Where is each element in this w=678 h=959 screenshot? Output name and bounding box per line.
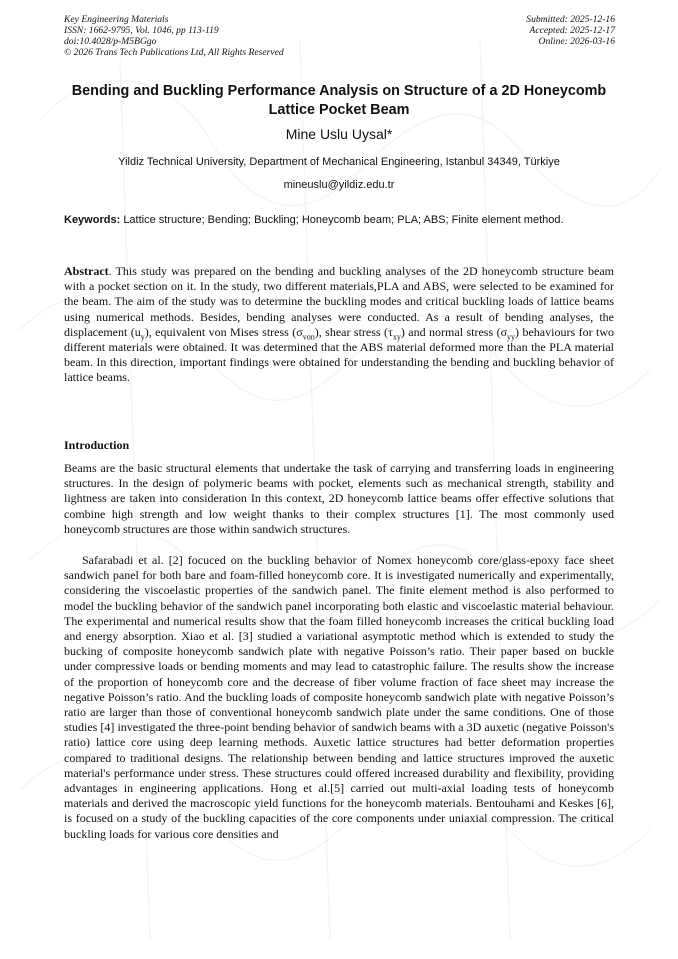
abstract-block: [64, 264, 614, 386]
paper-title: Bending and Buckling Performance Analysis on Structure of a 2D Honeycomb Lattice Pocket Beam: [71, 83, 607, 118]
abstract-text-2: ), equivalent von Mises stress (σ: [144, 324, 303, 339]
issn-line: ISSN: 1662-9795, Vol. 1046, pp 113-119: [64, 25, 219, 36]
online-date: Online: 2026-03-16: [538, 36, 615, 47]
journal-header-left: [64, 14, 284, 58]
introduction-paragraph-2: Safarabadi et al. [2] focuced on the buckling behavior of Nomex honeycomb core/glass-epoxy face sheet sandwich panel for both bare and foam-filled honeycomb core. It is investigated numerically and experimentally, considering the viscoelastic properties of the sandwich panel. The finite element method is also performed to model the buckling behavior of the sandwich panel incorporating both elastic and viscoelastic material behaviour. The experimental and numerical results show that the foam filled honeycomb increases the critical buckling load and energy absorption. Xiao et al. [3] studied a variational asymptotic method which is extended to study the bucking of composite honeycomb sandwich plate with negative Poisson’s ratio. Their paper based on buckle under compressive loads or bending moments and may lead to catastrophic failure. The results show the increase of the proportion of honeycomb core and the decrease of fiber volume fraction of face sheet may increase the negative Poisson’s ratio. And the buckling loads of composite honeycomb sandwich plate with negative Poisson’s ratio are larger than those of conventional honeycomb sandwich plate under the same conditions. One of those studies [4] investigated the three-point bending behavior of sandwich beams with a 3D auxetic (negative Poisson's ratio) lattice core using deep learning methods. Auxetic lattice structures had better deformation properties compared to traditional designs. The relationship between bending and lattice structures improved the auxetic material's performance under stress. These structures could offered increased durability and flexibility, providing advantages in engineering applications. Hong et al.[5] carried out multi-axial loading tests of honeycomb materials and derived the macroscopic yield functions for the honeycomb materials. Bentouhami and Keskes [6], is focused on a study of the buckling capacities of the core components under uniaxial compression. The critical buckling loads for various core densities and: [64, 553, 614, 841]
keywords-text: Lattice structure; Bending; Buckling; Honeycomb beam; PLA; ABS; Finite element method.: [123, 214, 564, 226]
author-name: Mine Uslu Uysal*: [285, 126, 393, 142]
introduction-paragraph-1: Beams are the basic structural elements that undertake the task of carrying and transferring loads in engineering structures. In the design of polymeric beams with pocket, elements such as mechanical strength, stability and lightness are taken into consideration In this context, 2D honeycomb lattice beams offer effective solutions that combine high strength and low weight thanks to their complex structures [1]. The most commonly used honeycomb structures are those within sandwich structures.: [64, 461, 614, 536]
accepted-date: Accepted: 2025-12-17: [529, 25, 615, 36]
copyright-line: © 2026 Trans Tech Publications Ltd, All Rights Reserved: [64, 47, 284, 58]
keywords-block: [64, 212, 614, 229]
abstract-text-4: ) and normal stress (σ: [400, 324, 508, 339]
author-email[interactable]: mineuslu@yildiz.edu.tr: [283, 179, 395, 191]
journal-header-right: [526, 14, 615, 47]
journal-name: Key Engineering Materials: [64, 14, 169, 25]
introduction-heading: Introduction: [64, 438, 130, 452]
abstract-text-1: . This study was prepared on the bending and buckling analyses of the 2D honeycomb structure beam with a pocket section on it. In the study, two different materials,PLA and ABS, were selected to be examined for the beam. The aim of the study was to determine the buckling modes and critical buckling loads of lattice beams using numerical methods. Besides, bending analyses were conducted. As a result of bending analyses, the displacement (u: [64, 264, 614, 339]
submitted-date: Submitted: 2025-12-16: [526, 14, 615, 25]
abstract-text-5: ) behaviours for two different materials were obtained. It was determined that the ABS material deformed more than the PLA material beam. In this direction, important findings were obtained for understanding the bending and buckling behavior of lattice beams.: [64, 324, 614, 385]
sub-yy: yy: [507, 332, 516, 342]
affiliation: Yildiz Technical University, Department of Mechanical Engineering, Istanbul 34349, Türkiye: [118, 156, 560, 168]
keywords-label: Keywords:: [64, 214, 121, 226]
sub-von: von: [302, 332, 315, 342]
abstract-text-3: ), shear stress (τ: [314, 324, 393, 339]
abstract-label: Abstract: [64, 264, 109, 278]
sub-xy: xy: [392, 332, 401, 342]
doi-line[interactable]: doi:10.4028/p-M5BGgo: [64, 36, 157, 47]
sub-y: y: [140, 332, 145, 342]
